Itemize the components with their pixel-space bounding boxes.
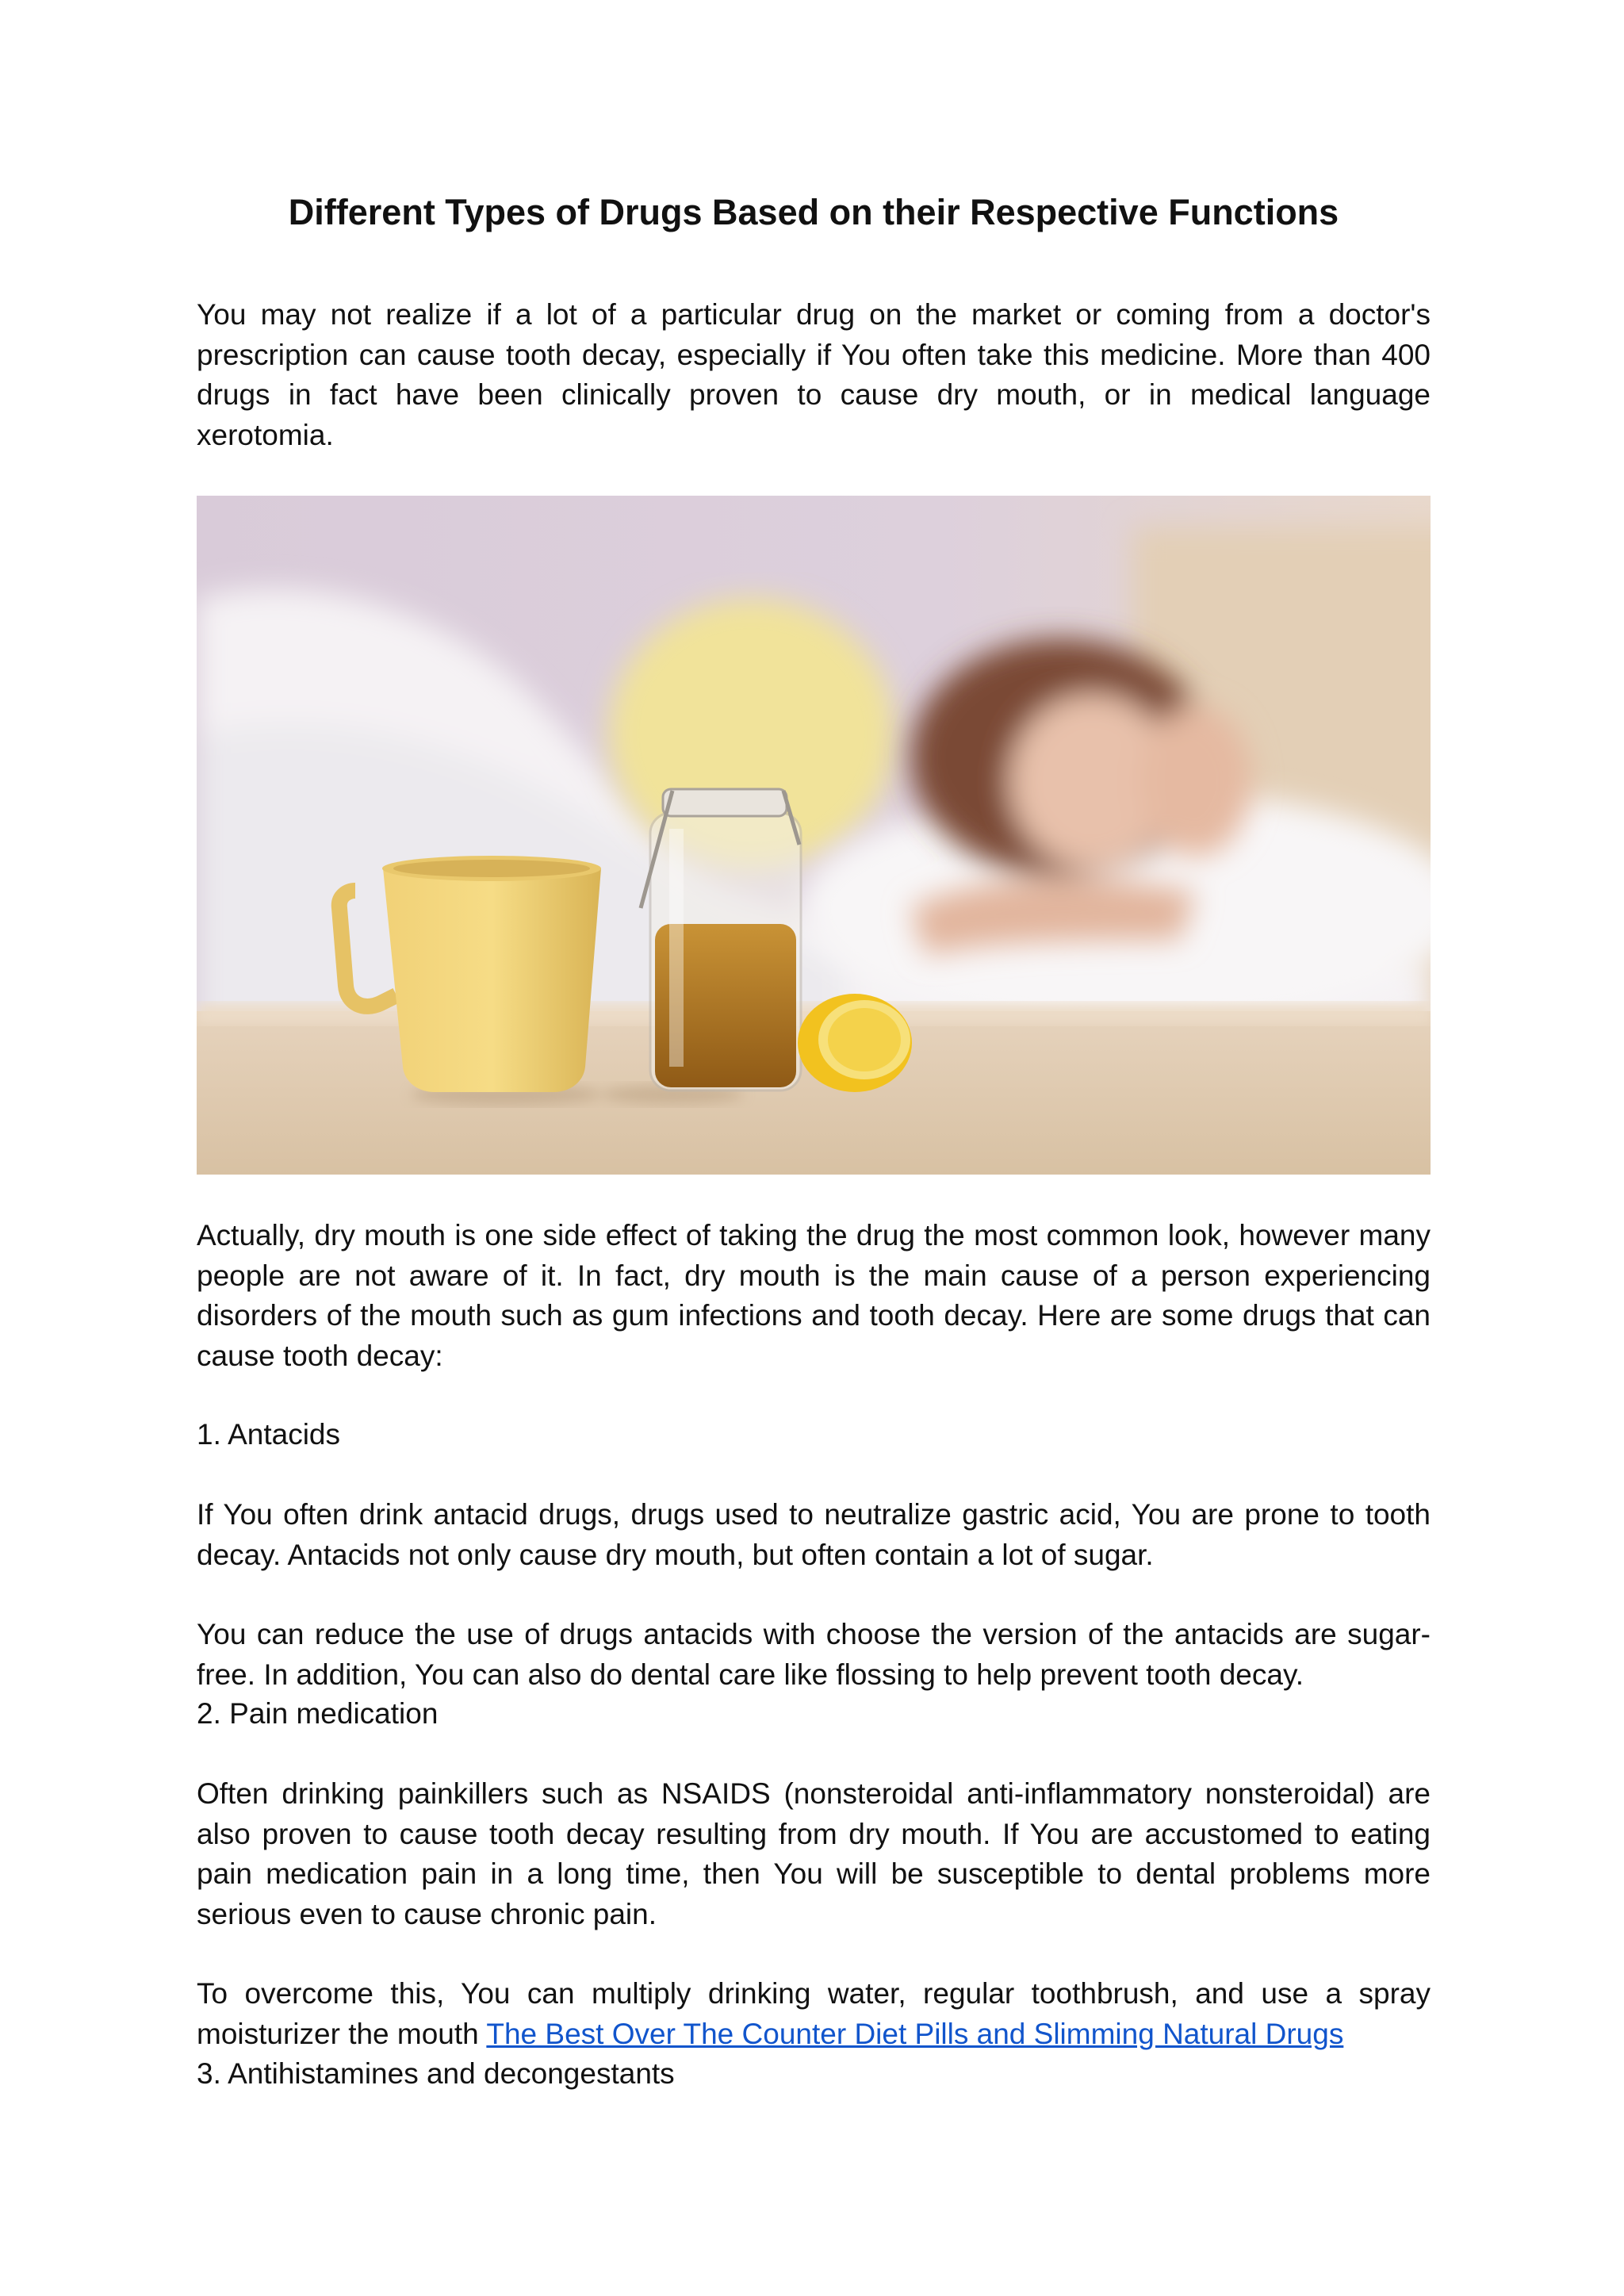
heading-pain-medication: 2. Pain medication [197, 1697, 439, 1730]
honey-jar [641, 789, 801, 1091]
dry-mouth-paragraph: Actually, dry mouth is one side effect of taking the drug the most common look, however many people are not aware of it. In fact, dry mouth is the main cause of a person experiencing disorders of the mouth such as gum infections and tooth decay. Here are some drugs that can cause tooth decay: [197, 1219, 1431, 1372]
document-title: Different Types of Drugs Based on their Respective Functions [288, 192, 1339, 232]
lemon-half [798, 994, 912, 1092]
heading-antihistamines: 3. Antihistamines and decongestants [197, 2057, 675, 2090]
sick-woman-bed-image [197, 496, 1431, 1175]
antacids-paragraph-1: If You often drink antacid drugs, drugs used to neutralize gastric acid, You are prone to tooth decay. Antacids not only cause dry mouth, but often contain a lot of sugar. [197, 1498, 1431, 1571]
intro-paragraph: You may not realize if a lot of a particular drug on the market or coming from a doctor's prescription can cause tooth decay, especially if You often take this medicine. More than 400 drugs in fact have been clinically proven to cause dry mouth, or in medical language xerotomia. [197, 298, 1431, 451]
pain-paragraph-1: Often drinking painkillers such as NSAIDS (nonsteroidal anti-inflammatory nonsteroidal) are also proven to cause tooth decay resulting from dry mouth. If You are accustomed to eating pain medication pain in a long time, then You will be susceptible to dental problems more serious even to cause chronic pain. [197, 1777, 1431, 1930]
antacids-paragraph-2: You can reduce the use of drugs antacids with choose the version of the antacids are sugar-free. In addition, You can also do dental care like flossing to help prevent tooth decay. [197, 1618, 1431, 1691]
heading-antacids: 1. Antacids [197, 1418, 341, 1451]
pain-paragraph-2 [197, 1974, 1431, 2054]
bedroom-photo [197, 496, 1431, 1175]
pain-paragraph-2-text: To overcome this, You can multiply drinking water, regular toothbrush, and use a spray moisturizer the mouth [197, 1977, 1431, 2050]
diet-pills-link[interactable]: The Best Over The Counter Diet Pills and Slimming Natural Drugs [486, 2017, 1344, 2050]
